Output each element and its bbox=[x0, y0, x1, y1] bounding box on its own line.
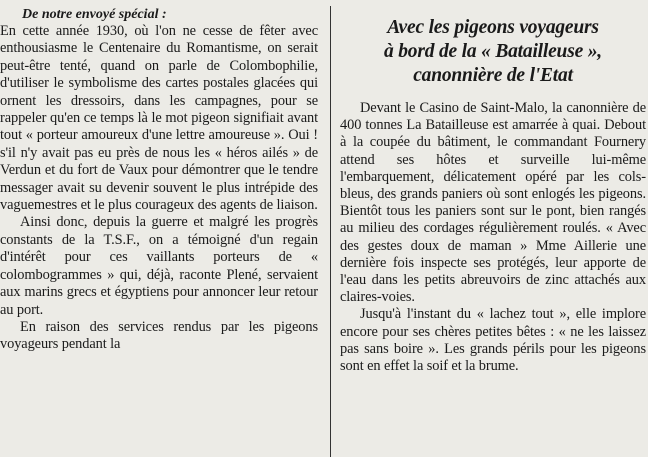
byline: De notre envoyé spécial : bbox=[22, 7, 167, 22]
article-paragraph-1: En cette année 1930, où l'on ne cesse de fêter avec enthousiasme le Centenaire du Romantisme, on serait peut-être tenté, quand on parle de Colombophilie, d'utiliser le symbolisme des cartes postales glacées qui ornent les dressoirs, dans les campagnes, pour se rappeler qu'en ce temps là le mot pigeon signifiait avant tout « porteur amoureux d'une lettre amoureuse ». Oui ! s'il n'y avait pas eu près de nous les « héros ailés » de Verdun et du fort de Vaux pour démontrer que le tendre messager avait su devenir souvent le plus intrépide des vaguemestres et le plus courageux des agents de liaison. bbox=[0, 23, 318, 214]
column-divider bbox=[330, 6, 331, 457]
article-paragraph-2: Ainsi donc, depuis la guerre et malgré les progrès constants de la T.S.F., on a témoigné d'un regain d'intérêt pour ces vaillants porteurs de « colombogrammes » qui, déjà, raconte Plené, servaient aux marins grecs et égyptiens pour annoncer leur retour au port. bbox=[0, 214, 318, 318]
headline-line-2: à bord de la « Batailleuse », bbox=[384, 41, 602, 62]
left-column bbox=[0, 6, 318, 354]
article-paragraph-3: En raison des services rendus par les pigeons voyageurs pendant la bbox=[0, 318, 318, 353]
article-headline bbox=[340, 16, 646, 88]
right-paragraph-2: Jusqu'à l'instant du « lachez tout », elle implore encore pour ses chères petites bêtes : « ne les laissez pas sans boire ». Les grands périls pour les pigeons sont en effet la soif et la brume. bbox=[340, 306, 646, 375]
right-column bbox=[340, 6, 646, 375]
right-paragraph-1: Devant le Casino de Saint-Malo, la canonnière de 400 tonnes La Batailleuse est amarrée à quai. Debout à la coupée du bâtiment, le commandant Fournery attend ses hôtes et surveille lui-même l'embarquement, délicatement opéré par les cols-bleus, des grands paniers où sont enlogés les pigeons. Bientôt tous les paniers sont sur le pont, bien rangés au milieu des cordages régulièrement roulés. « Avec des gestes doux de maman » Mme Aillerie une dernière fois inspecte ses protégés, leur apporte de l'eau dans les petits abreuvoirs de zinc attachés aux claires-voies. bbox=[340, 100, 646, 306]
headline-line-1: Avec les pigeons voyageurs bbox=[387, 17, 599, 38]
headline-line-3: canonnière de l'Etat bbox=[413, 65, 573, 86]
